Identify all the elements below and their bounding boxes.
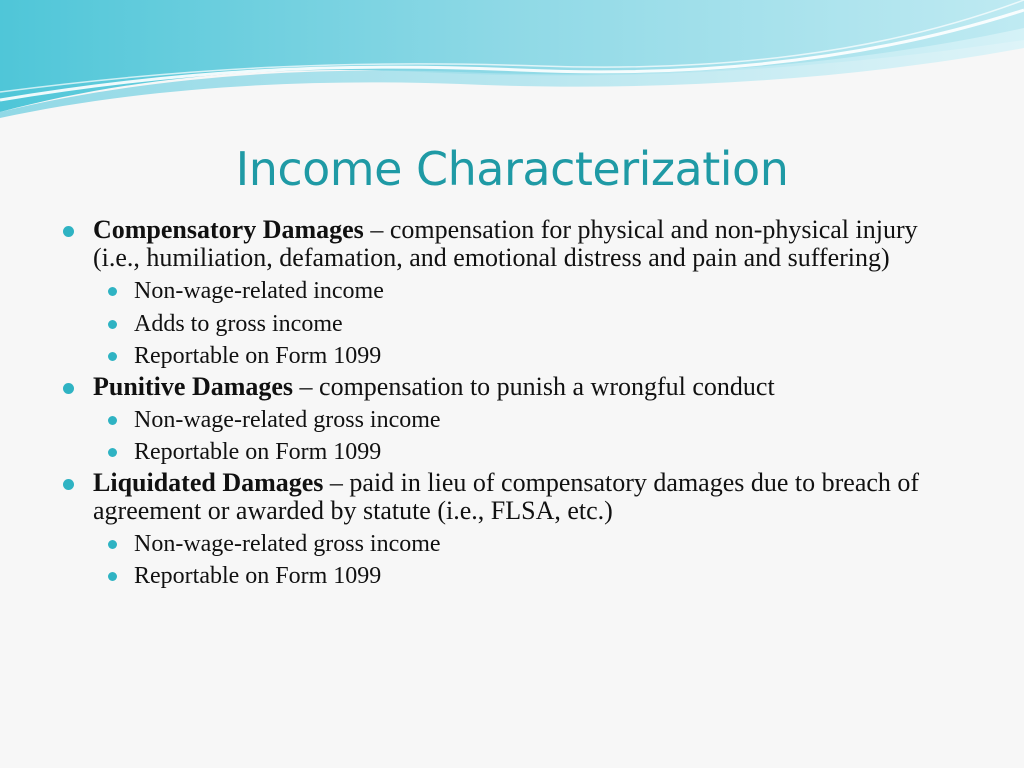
sub-list-item: Non-wage-related gross income [93,528,960,561]
bullet-icon [108,448,117,457]
sub-list [93,404,960,469]
list-item-punitive [60,373,960,469]
sub-list [93,275,960,373]
bullet-icon [108,287,117,296]
bullet-icon [63,479,74,490]
bullet-icon [108,352,117,361]
bullet-icon [108,416,117,425]
header-wave-decoration [0,0,1024,130]
term-label: Punitive Damages [93,371,294,401]
list-item-compensatory [60,216,960,373]
bullet-icon [63,383,74,394]
list-item-liquidated [60,469,960,593]
sub-list-item: Non-wage-related gross income [93,404,960,437]
slide-title: Income Characterization [235,142,789,196]
term-label: Compensatory Damages [93,215,364,244]
sub-list-item: Reportable on Form 1099 [93,560,960,593]
bullet-icon [108,320,117,329]
bullet-icon [63,226,74,237]
bullet-icon [108,540,117,549]
bullet-icon [108,572,117,581]
sub-list-item: Reportable on Form 1099 [93,340,960,373]
sub-list-item: Adds to gross income [93,308,960,341]
bullet-list [60,216,960,593]
sub-list-item: Non-wage-related income [93,275,960,308]
sub-list-item: Reportable on Form 1099 [93,436,960,469]
sub-list [93,528,960,593]
term-description: – compensation to punish a wrongful conduct [293,371,775,401]
term-description: – paid in lieu of compensatory damages due to breach of agreement or awarded by statute (i.e., FLSA, etc.) [93,467,920,525]
term-label: Liquidated Damages [93,467,324,497]
term-description: – compensation for physical and non-physical injury (i.e., humiliation, defamation, and emotional distress and pain and suffering) [93,215,918,272]
